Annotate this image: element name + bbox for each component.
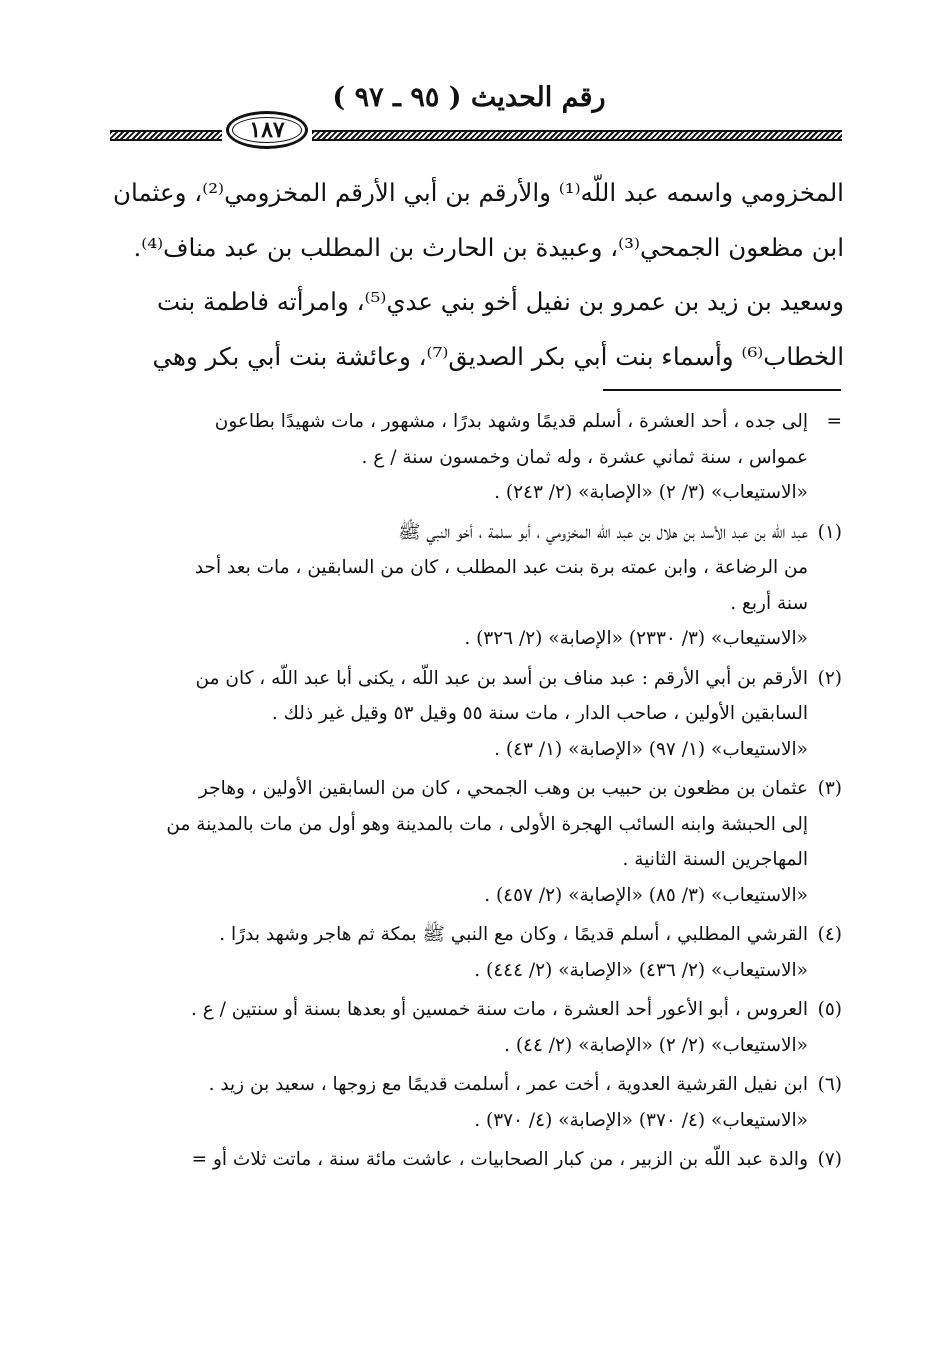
footnote-number: (١) [817,521,842,543]
footnote-2 [100,661,842,768]
main-text-line: ابن مظعون الجمحي⁽³⁾، وعبيدة بن الحارث بن المطلب بن عبد مناف⁽⁴⁾. [133,232,844,262]
page-number: ١٨٧ [249,117,285,143]
footnote-text: الأرقم بن أبي الأرقم : عبد مناف بن أسد بن عبد اللّه ، يكنى أبا عبد اللّه ، كان من [195,667,808,689]
footnote-source: «الاستيعاب» (٣/ ٢٣٣٠) «الإصابة» (٢/ ٣٢٦) . [464,628,808,649]
page-number-badge-ring [232,117,302,143]
main-text-line: وسعيد بن زيد بن عمرو بن نفيل أخو بني عدي⁽⁵⁾، وامرأته فاطمة بنت [156,287,844,316]
footnote-text: والدة عبد اللّه بن الزبير ، من كبار الصحابيات ، عاشت مائة سنة ، ماتت ثلاث أو = [191,1149,808,1170]
main-text [104,166,844,384]
footnote-text: القرشي المطلبي ، أسلم قديمًا ، وكان مع النبي ﷺ بمكة ثم هاجر وشهد بدرًا . [219,924,808,945]
footnote-text: عمواس ، سنة ثماني عشرة ، وله ثمان وخمسون سنة / ع . [361,446,808,468]
footnote-text: من الرضاعة ، وابن عمته برة بنت عبد المطلب ، كان من السابقين ، مات بعد أحد [194,557,808,578]
footnote-text: عبد اللّه بن عبد الأسد بن هلال بن عبد اللّه المخزومي ، أبو سلمة ، أخو النبي ﷺ [398,521,808,543]
footnote-text: العروس ، أبو الأعور أحد العشرة ، مات سنة خمسين أو بعدها بسنة أو سنتين / ع . [190,999,808,1020]
footnote-text: إلى الحبشة وابنه السائب الهجرة الأولى ، مات بالمدينة وهو أول من مات بالمدينة من [166,813,808,835]
footnote-continued [100,404,842,511]
footnote-source: «الاستيعاب» (٣/ ٢) «الإصابة» (٢/ ٢٤٣) . [494,482,808,503]
footnote-3 [100,771,842,913]
page-header-title: رقم الحديث ( ٩٥ ـ ٩٧ ) [332,82,606,113]
footnote-text: المهاجرين السنة الثانية . [622,849,808,870]
footnote-number: (٥) [817,999,842,1020]
footnote-1 [100,515,842,657]
footnote-number: (٦) [817,1074,842,1095]
footnote-source: «الاستيعاب» (٢/ ٤٣٦) «الإصابة» (٢/ ٤٤٤) . [474,959,808,981]
footnote-4 [100,917,842,988]
footnote-number: (٤) [817,924,842,945]
footnote-number: (٧) [817,1149,842,1170]
footnote-number: (٢) [817,667,842,689]
footnote-text: ابن نفيل القرشية العدوية ، أخت عمر ، أسلمت قديمًا مع زوجها ، سعيد بن زيد . [208,1074,808,1095]
footnote-6 [100,1067,842,1138]
footnotes [100,404,842,1178]
footnote-source: «الاستيعاب» (٤/ ٣٧٠) «الإصابة» (٤/ ٣٧٠) . [474,1109,808,1131]
header-rule-right [312,130,842,141]
footnote-source: «الاستيعاب» (١/ ٩٧) «الإصابة» (١/ ٤٣) . [494,738,808,760]
main-text-line: المخزومي واسمه عبد اللّه⁽¹⁾ والأرقم بن أبي الأرقم المخزومي⁽²⁾، وعثمان [113,178,844,207]
header-rule-left [110,130,222,141]
footnote-7 [100,1142,842,1178]
footnote-5 [100,992,842,1063]
footnote-text: إلى جده ، أحد العشرة ، أسلم قديمًا وشهد بدرًا ، مشهور ، مات شهيدًا بطاعون [214,411,808,432]
footnote-number: = [826,411,842,432]
footnote-number: (٣) [817,778,842,799]
footnote-text: سنة أربع . [730,592,808,614]
footnote-text: عثمان بن مظعون بن حبيب بن وهب الجمحي ، كان من السابقين الأولين ، وهاجر [198,778,808,799]
footnote-source: «الاستيعاب» (٣/ ٨٥) «الإصابة» (٢/ ٤٥٧) . [484,884,808,906]
main-text-line: الخطاب⁽⁶⁾ وأسماء بنت أبي بكر الصديق⁽⁷⁾، وعائشة بنت أبي بكر وهي [152,341,844,371]
footnote-text: السابقين الأولين ، صاحب الدار ، مات سنة ٥٥ وقيل ٥٣ وقيل غير ذلك . [271,703,808,724]
footnote-separator [603,389,841,391]
footnote-source: «الاستيعاب» (٢/ ٢) «الإصابة» (٢/ ٤٤) . [504,1034,808,1056]
page-number-badge [226,111,308,149]
